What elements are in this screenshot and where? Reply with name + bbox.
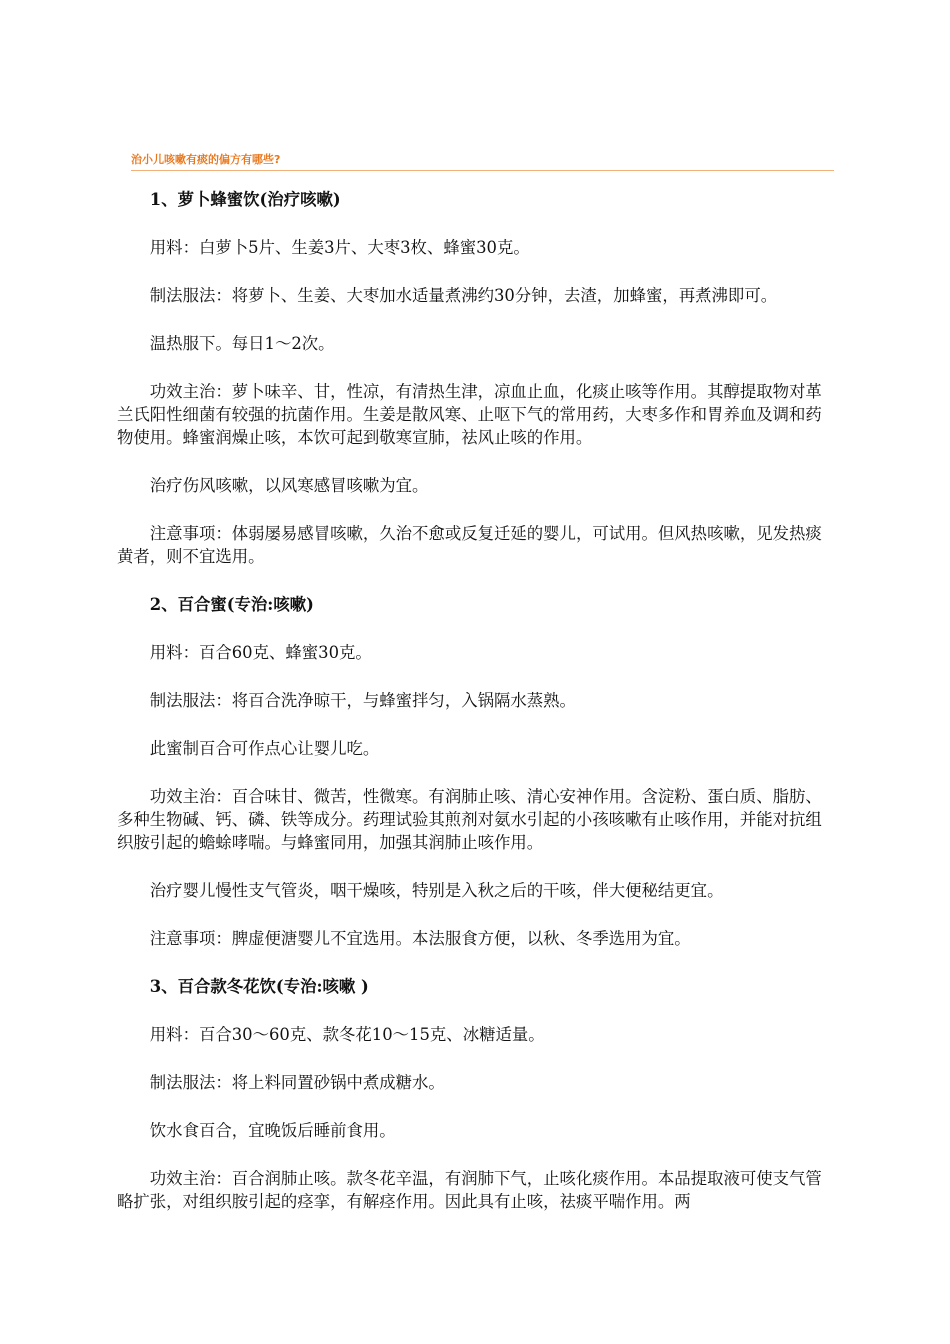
section-2-dosage: 此蜜制百合可作点心让婴儿吃。 [149, 739, 380, 758]
section-1-preparation: 制法服法：将萝卜、生姜、大枣加水适量煮沸约30分钟，去渣，加蜂蜜，再煮沸即可。 [149, 286, 778, 305]
document-body [117, 188, 834, 1213]
section-3-heading: 3、百合款冬花饮(专治:咳嗽 ) [149, 977, 369, 996]
section-3-preparation: 制法服法：将上料同置砂锅中煮成糖水。 [149, 1073, 445, 1092]
header-divider [131, 170, 834, 171]
section-1-indication: 治疗伤风咳嗽，以风寒感冒咳嗽为宜。 [149, 476, 429, 495]
document-header-title: 治小儿咳嗽有痰的偏方有哪些? [131, 153, 281, 166]
section-2-cautions: 注意事项：脾虚便溏婴儿不宜选用。本法服食方便，以秋、冬季选用为宜。 [149, 929, 691, 948]
section-1-dosage: 温热服下。每日1～2次。 [149, 334, 335, 353]
section-3-ingredients: 用料：百合30～60克、款冬花10～15克、冰糖适量。 [149, 1025, 545, 1044]
section-1-ingredients: 用料：白萝卜5片、生姜3片、大枣3枚、蜂蜜30克。 [149, 238, 530, 257]
section-1-heading: 1、萝卜蜂蜜饮(治疗咳嗽) [149, 190, 341, 209]
section-2-indication: 治疗婴儿慢性支气管炎，咽干燥咳，特别是入秋之后的干咳，伴大便秘结更宜。 [149, 881, 724, 900]
section-2-preparation: 制法服法：将百合洗净晾干，与蜂蜜拌匀，入锅隔水蒸熟。 [149, 691, 576, 710]
section-1-cautions: 注意事项：体弱屡易感冒咳嗽，久治不愈或反复迁延的婴儿，可试用。但风热咳嗽，见发热痰黄者，则不宜选用。 [117, 524, 822, 566]
section-2-heading: 2、百合蜜(专治:咳嗽) [149, 595, 314, 614]
section-2-ingredients: 用料：百合60克、蜂蜜30克。 [149, 643, 372, 662]
section-2-efficacy: 功效主治：百合味甘、微苦，性微寒。有润肺止咳、清心安神作用。含淀粉、蛋白质、脂肪、多种生物碱、钙、磷、铁等成分。药理试验其煎剂对氨水引起的小孩咳嗽有止咳作用，并能对抗组织胺引起的蟾蜍哮喘。与蜂蜜同用，加强其润肺止咳作用。 [117, 787, 822, 852]
section-3-efficacy: 功效主治：百合润肺止咳。款冬花辛温，有润肺下气，止咳化痰作用。本品提取液可使支气管略扩张，对组织胺引起的痉挛，有解痉作用。因此具有止咳，祛痰平喘作用。两 [117, 1169, 822, 1211]
section-1-efficacy: 功效主治：萝卜味辛、甘，性凉，有清热生津，凉血止血，化痰止咳等作用。其醇提取物对革兰氏阳性细菌有较强的抗菌作用。生姜是散风寒、止呕下气的常用药，大枣多作和胃养血及调和药物使用。蜂蜜润燥止咳，本饮可起到敬寒宣肺，祛风止咳的作用。 [117, 382, 822, 447]
section-3-dosage: 饮水食百合，宜晚饭后睡前食用。 [149, 1121, 396, 1140]
